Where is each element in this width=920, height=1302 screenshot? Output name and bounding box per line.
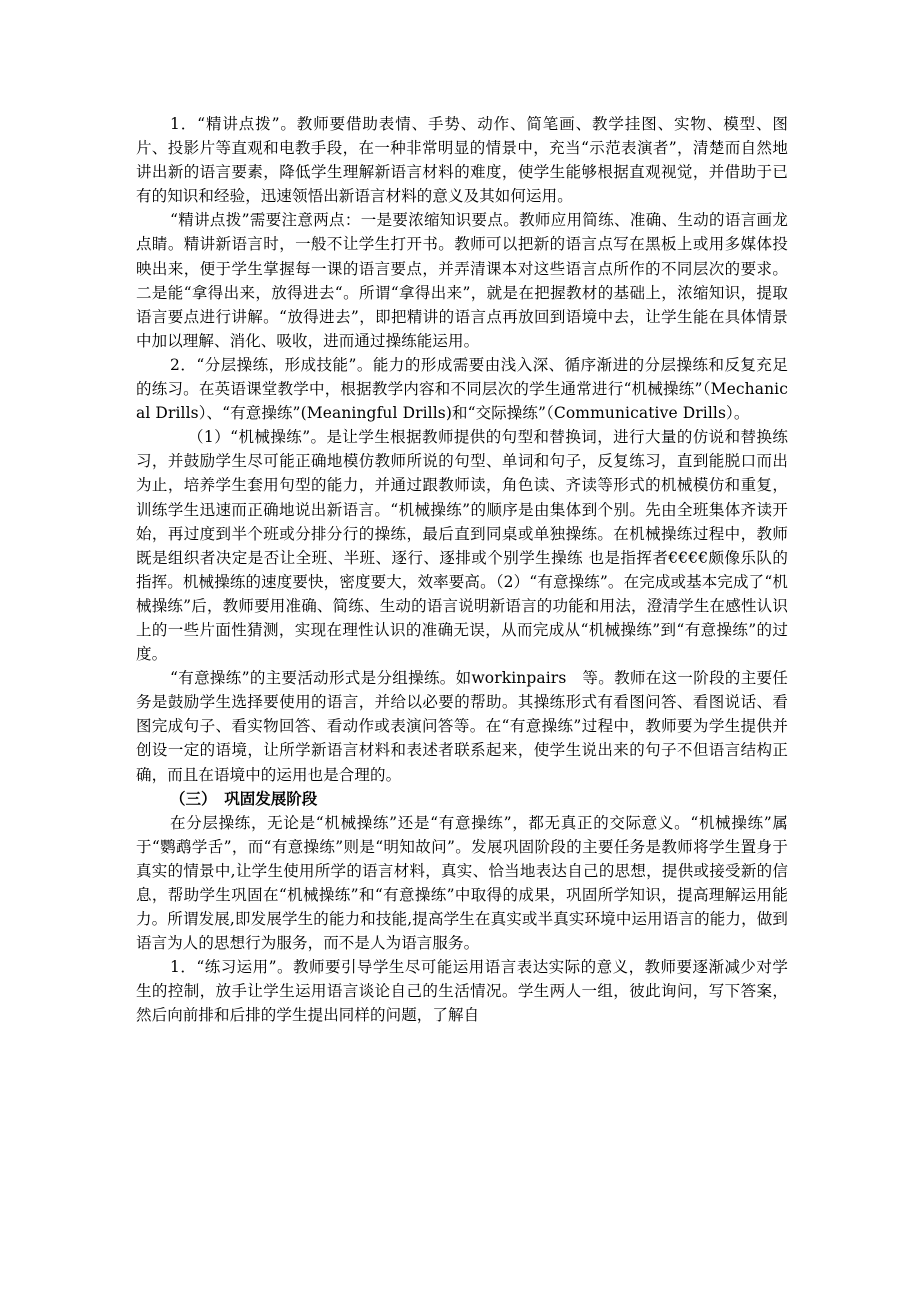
paragraph-precise-explanation-notes: “精讲点拨”需要注意两点：一是要浓缩知识要点。教师应用简练、准确、生动的语言画龙点睛。精讲新语言时，一般不让学生打开书。教师可以把新的语言点写在黑板上或用多媒体投映出来，便于学生掌握每一课的语言要点，并弄清课本对这些语言点所作的不同层次的要求。二是能“拿得出来，放得进去“。所谓“拿得出来”，就是在把握教材的基础上，浓缩知识，提取语言要点进行讲解。“放得进去”，即把精讲的语言点再放回到语境中去，让学生能在具体情景中加以理解、消化、吸收，进而通过操练能运用。: [136, 211, 788, 350]
paragraph-meaningful-drills: “有意操练”的主要活动形式是分组操练。如workinpairs 等。教师在这一阶段的主要任务是鼓励学生选择要使用的语言，并给以必要的帮助。其操练形式有看图问答、看图说话、看图完成句子、看实物回答、看动作或表演问答等。在“有意操练”过程中，教师要为学生提供并创设一定的语境，让所学新语言材料和表述者联系起来，使学生说出来的句子不但语言结构正确，而且在语境中的运用也是合理的。: [136, 669, 788, 784]
document-body: [136, 112, 788, 1028]
paragraph-mechanical-drills: （1）“机械操练”。是让学生根据教师提供的句型和替换词，进行大量的仿说和替换练习，并鼓励学生尽可能正确地模仿教师所说的句型、单词和句子，反复练习，直到能脱口而出为止，培养学生套用句型的能力，并通过跟教师读，角色读、齐读等形式的机械模仿和重复，训练学生迅速而正确地说出新语言。“机械操练”的顺序是由集体到个别。先由全班集体齐读开始，再过度到半个班或分排分行的操练，最后直到同桌或单独操练。在机械操练过程中，教师既是组织者决定是否让全班、半班、逐行、逐排或个别学生操练 也是指挥者€€€€颇像乐队的指挥。机械操练的速度要快，密度要大，效率要高。（2）“有意操练”。在完成或基本完成了“机械操练”后，教师要用准确、简练、生动的语言说明新语言的功能和用法，澄清学生在感性认识上的一些片面性猜测，实现在理性认识的准确无误，从而完成从“机械操练”到“有意操练”的过度。: [136, 428, 788, 664]
section-heading: （三） 巩固发展阶段: [170, 788, 318, 808]
paragraph-layered-drills: 2．“分层操练，形成技能”。能力的形成需要由浅入深、循序渐进的分层操练和反复充足的练习。在英语课堂教学中，根据教学内容和不同层次的学生通常进行“机械操练”（Mechanical Drills）、“有意操练”(Meaningful Drills)和“交际操练”（Communicative Drills）。: [136, 355, 788, 423]
paragraph-consolidation: 在分层操练，无论是“机械操练”还是“有意操练”，都无真正的交际意义。“机械操练”属于“鹦鹉学舌”，而“有意操练”则是“明知故问”。发展巩固阶段的主要任务是教师将学生置身于真实的情景中,让学生使用所学的语言材料，真实、恰当地表达自己的思想，提供或接受新的信息，帮助学生巩固在“机械操练”和“有意操练”中取得的成果，巩固所学知识，提高理解运用能力。所谓发展,即发展学生的能力和技能,提高学生在真实或半真实环境中运用语言的能力，做到语言为人的思想行为服务，而不是人为语言服务。: [136, 813, 788, 953]
paragraph-practice-use: 1．“练习运用”。教师要引导学生尽可能运用语言表达实际的意义，教师要逐渐减少对学生的控制，放手让学生运用语言谈论自己的生活情况。学生两人一组，彼此询问，写下答案，然后向前排和后排的学生提出同样的问题，了解自: [136, 958, 788, 1025]
paragraph-precise-explanation: 1．“精讲点拨”。教师要借助表情、手势、动作、简笔画、教学挂图、实物、模型、图片、投影片等直观和电教手段，在一种非常明显的情景中，充当“示范表演者”，清楚而自然地讲出新的语言要素，降低学生理解新语言材料的难度，使学生能够根据直观视觉，并借助于已有的知识和经验，迅速领悟出新语言材料的意义及其如何运用。: [136, 115, 788, 206]
